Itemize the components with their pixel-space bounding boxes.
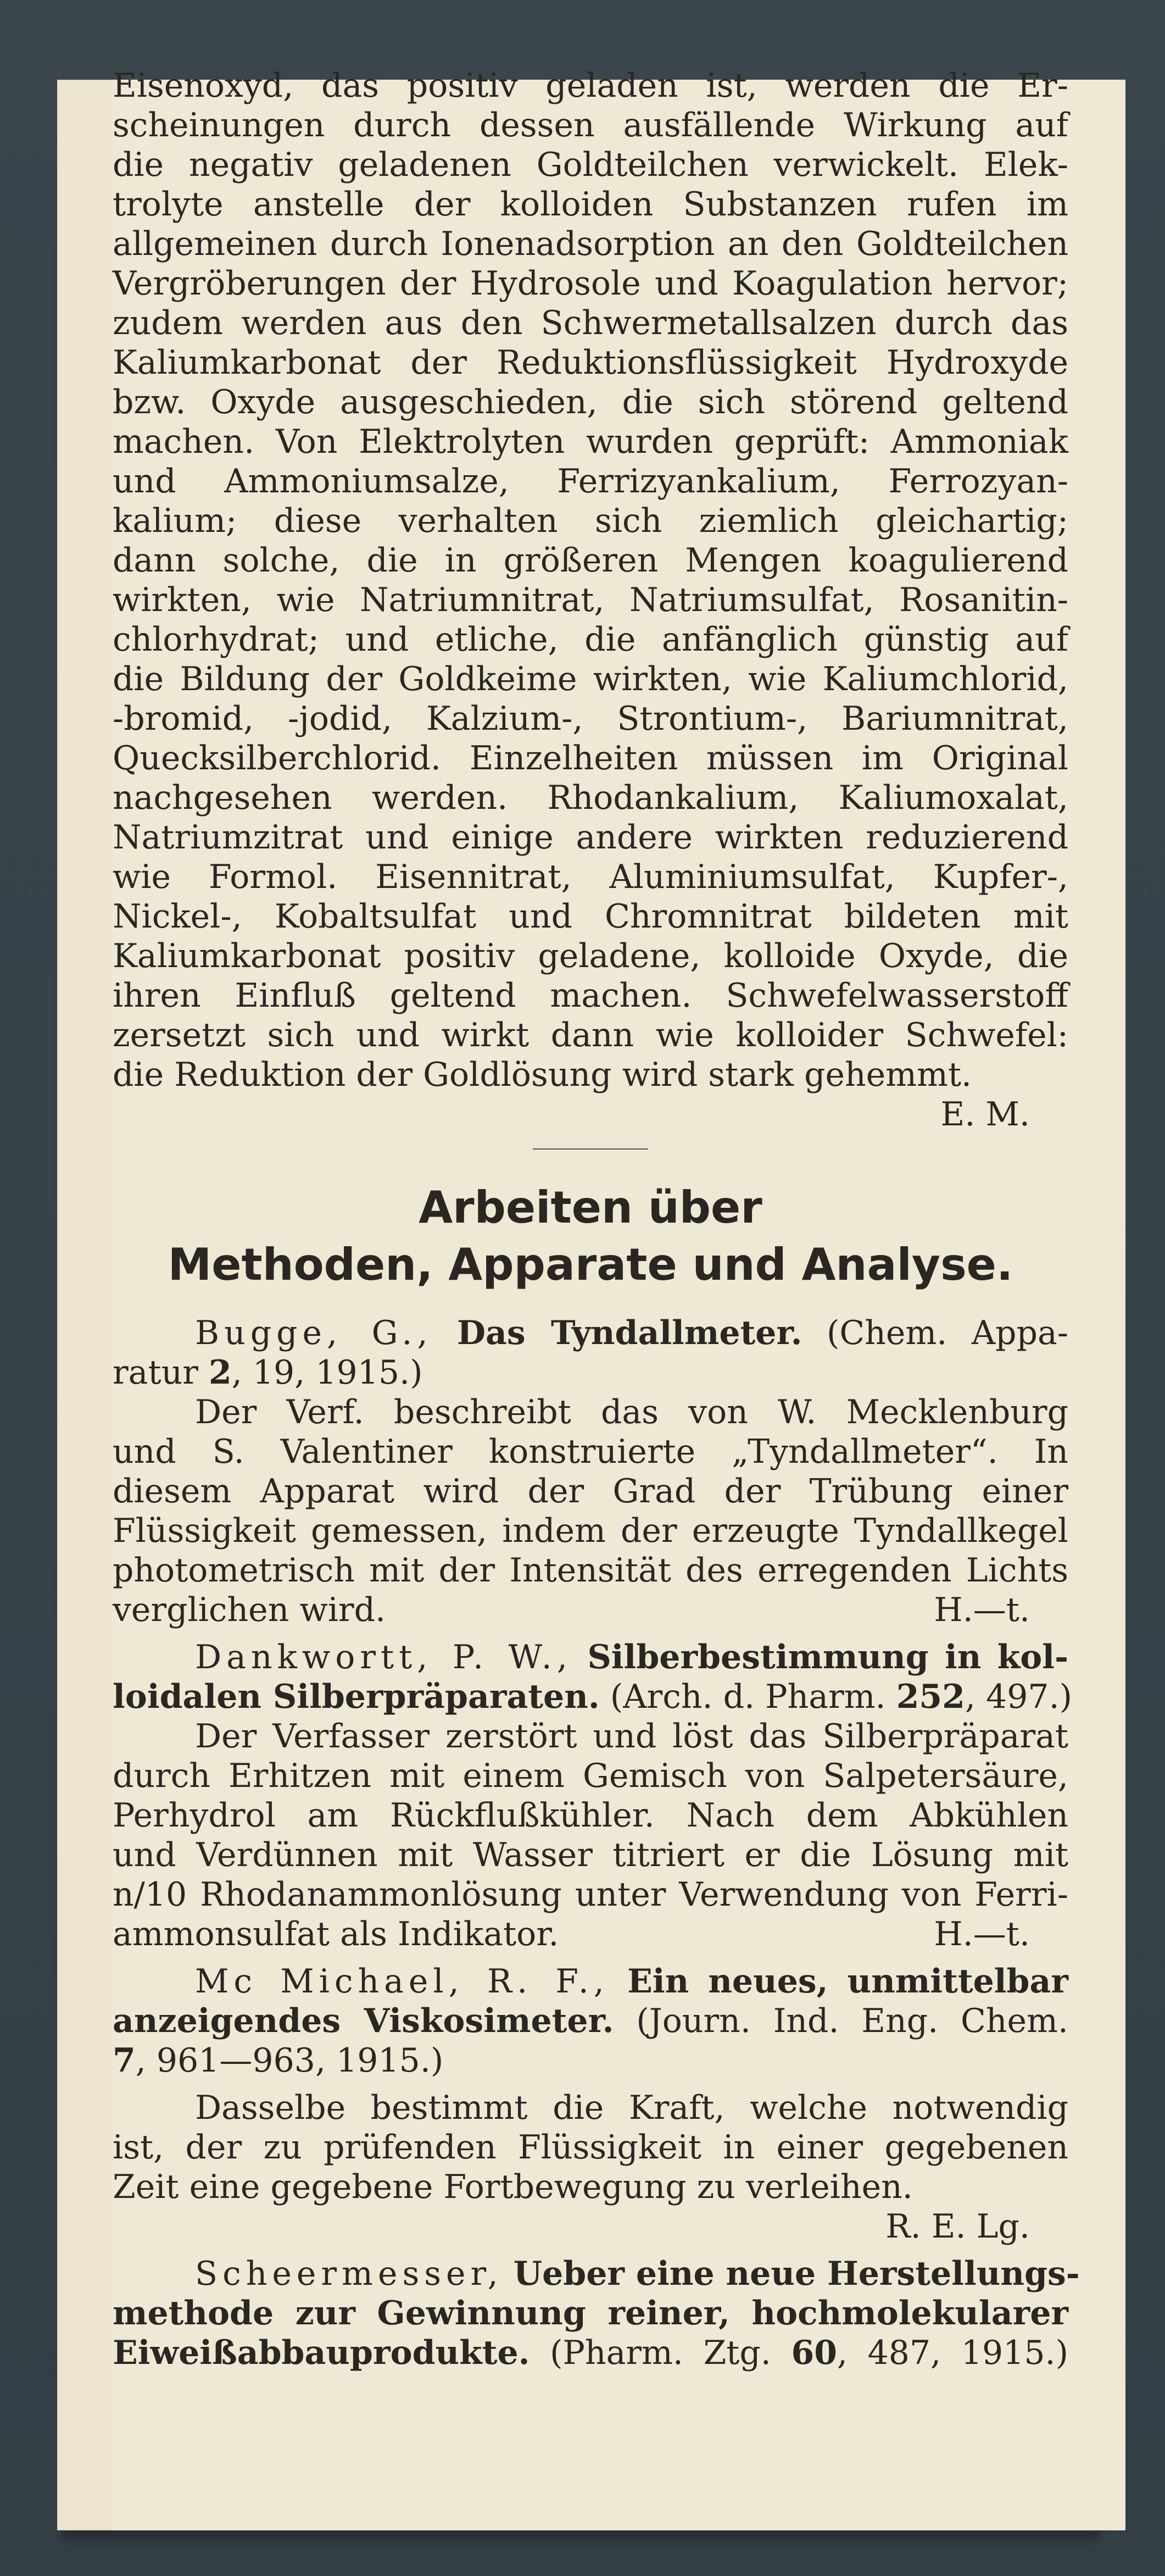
- text-line: ihren Einfluß geltend machen. Schwefelwasserstoff: [113, 976, 1068, 1015]
- entry-header-line: [113, 1637, 1068, 1677]
- text-line: -bromid, -jodid, Kalzium-, Strontium-, Bariumnitrat,: [113, 699, 1068, 738]
- text-line: Natriumzitrat und einige andere wirkten reduzierend: [113, 818, 1068, 857]
- section-heading-line-2: Methoden, Apparate und Analyse.: [168, 1239, 1013, 1290]
- entry-header-line: [113, 2333, 1068, 2373]
- signature: H.—t.: [934, 1915, 1030, 1953]
- text-line: Perhydrol am Rückflußkühler. Nach dem Abkühlen: [113, 1796, 1068, 1835]
- volume-number: 252: [896, 1678, 965, 1716]
- entry-title: Ein neues, unmittelbar: [627, 1962, 1068, 2001]
- text-line: durch Erhitzen mit einem Gemisch von Salpetersäure,: [113, 1757, 1068, 1795]
- signature: H.—t.: [934, 1591, 1030, 1629]
- text-line: und Ammoniumsalze, Ferrizyankalium, Ferrozyan-: [113, 462, 1068, 501]
- article-text: [113, 66, 1080, 2373]
- entry-scheermesser: [113, 2254, 1080, 2373]
- text-line: ist, der zu prüfenden Flüssigkeit in einer gegebenen: [113, 2128, 1068, 2167]
- text-line: wirkten, wie Natriumnitrat, Natriumsulfat, Rosanitin-: [113, 581, 1068, 619]
- entry-citation: (Pharm. Ztg. 60, 487, 1915.): [550, 2334, 1068, 2372]
- entry-dankwortt: [113, 1637, 1073, 1954]
- text-line: Dasselbe bestimmt die Kraft, welche notwendig: [195, 2089, 1068, 2127]
- entry-header-line: [113, 1962, 1068, 2001]
- text-line: kalium; diese verhalten sich ziemlich gleichartig;: [113, 502, 1068, 540]
- text-line: die Reduktion der Goldlösung wird stark gehemmt.: [113, 1056, 972, 1094]
- section-heading-line-1: Arbeiten über: [419, 1182, 762, 1233]
- entry-title: loidalen Silberpräparaten.: [113, 1678, 600, 1716]
- text-line: chlorhydrat; und etliche, die anfänglich günstig auf: [113, 620, 1068, 659]
- entry-title: Ueber eine neue Herstellungs-: [513, 2255, 1080, 2293]
- entry-header-line: [113, 1313, 1068, 1353]
- text-line: trolyte anstelle der kolloiden Substanzen rufen im: [113, 185, 1068, 224]
- text-line: zudem werden aus den Schwermetallsalzen durch das: [113, 304, 1068, 342]
- text-line: Der Verf. beschreibt das von W. Mecklenburg: [195, 1393, 1068, 1431]
- entry-author: Dankwortt, P. W.,: [195, 1638, 572, 1676]
- text-line: die Bildung der Goldkeime wirkten, wie Kaliumchlorid,: [113, 660, 1068, 698]
- entry-title: Das Tyndallmeter.: [457, 1314, 802, 1352]
- entry-author: Mc Michael, R. F.,: [195, 1962, 609, 2001]
- entry-header-line: [113, 2254, 1080, 2294]
- entry-title: Eiweißabbauprodukte.: [113, 2334, 530, 2372]
- text-line: Kaliumkarbonat der Reduktionsflüssigkeit Hydroxyde: [113, 343, 1068, 382]
- text-line: Quecksilberchlorid. Einzelheiten müssen im Original: [113, 739, 1068, 778]
- text-line: Kaliumkarbonat positiv geladene, kolloide Oxyde, die: [113, 937, 1068, 975]
- text-line: dann solche, die in größeren Mengen koagulierend: [113, 541, 1068, 580]
- text-line: scheinungen durch dessen ausfällende Wirkung auf: [113, 106, 1068, 145]
- text-line: allgemeinen durch Ionenadsorption an den Goldteilchen: [113, 225, 1068, 263]
- text-line: zersetzt sich und wirkt dann wie kolloider Schwefel:: [113, 1016, 1068, 1054]
- text-line: wie Formol. Eisennitrat, Aluminiumsulfat, Kupfer-,: [113, 858, 1068, 896]
- volume-number: 60: [791, 2334, 837, 2372]
- text-line: photometrisch mit der Intensität des erregenden Lichts: [113, 1551, 1068, 1590]
- entry-citation: (Chem. Appa-: [826, 1314, 1069, 1352]
- text-line: Vergröberungen der Hydrosole und Koagulation hervor;: [113, 264, 1068, 303]
- entry-title: anzeigendes Viskosimeter.: [113, 2002, 614, 2040]
- text-line: und Verdünnen mit Wasser titriert er die Lösung mit: [113, 1836, 1068, 1874]
- text-line-with-signature: ammonsulfat als Indikator. H.—t.: [113, 1915, 1030, 1953]
- entry-mcmichael: [113, 1962, 1068, 2246]
- text-line: Eisenoxyd, das positiv geladen ist, werden die Er-: [113, 66, 1068, 105]
- entry-bugge: [113, 1313, 1068, 1630]
- continuation-paragraph: [113, 66, 1068, 1134]
- volume-number: 2: [208, 1353, 232, 1392]
- entry-title: methode zur Gewinnung reiner, hochmolekularer: [113, 2294, 1068, 2333]
- entry-author: Scheermesser,: [195, 2255, 503, 2293]
- text-line: Der Verfasser zerstört und löst das Silberpräparat: [195, 1717, 1068, 1756]
- entry-citation-line: ratur 2, 19, 1915.): [113, 1353, 423, 1392]
- text-line: die negativ geladenen Goldteilchen verwickelt. Elek-: [113, 146, 1068, 184]
- text-line: machen. Von Elektrolyten wurden geprüft: Ammoniak: [113, 423, 1068, 461]
- entry-title: Silberbestimmung in kol-: [587, 1638, 1068, 1676]
- volume-number: 7: [113, 2041, 136, 2080]
- text-line: diesem Apparat wird der Grad der Trübung einer: [113, 1472, 1068, 1511]
- entry-citation: (Arch. d. Pharm. 252, 497.): [610, 1678, 1073, 1716]
- entry-citation-line: 7, 961—963, 1915.): [113, 2041, 444, 2080]
- text-line: Zeit eine gegebene Fortbewegung zu verleihen.: [113, 2168, 913, 2206]
- text-line: und S. Valentiner konstruierte „Tyndallmeter“. In: [113, 1433, 1068, 1471]
- section-divider: [533, 1148, 648, 1150]
- entry-author: Bugge, G.,: [195, 1314, 433, 1352]
- entry-header-line: [113, 1677, 1073, 1717]
- text-line: bzw. Oxyde ausgeschieden, die sich störend geltend: [113, 383, 1068, 421]
- text-line: Nickel-, Kobaltsulfat und Chromnitrat bildeten mit: [113, 897, 1068, 936]
- signature: R. E. Lg.: [885, 2207, 1030, 2246]
- entry-header-line: [113, 2001, 1068, 2041]
- text-line: Flüssigkeit gemessen, indem der erzeugte Tyndallkegel: [113, 1512, 1068, 1550]
- entry-citation: (Journ. Ind. Eng. Chem.: [636, 2002, 1068, 2040]
- text-line: nachgesehen werden. Rhodankalium, Kaliumoxalat,: [113, 779, 1068, 817]
- signature: E. M.: [940, 1095, 1030, 1134]
- text-line-with-signature: verglichen wird. H.—t.: [113, 1591, 1030, 1629]
- text-line: n/10 Rhodanammonlösung unter Verwendung von Ferri-: [113, 1875, 1068, 1914]
